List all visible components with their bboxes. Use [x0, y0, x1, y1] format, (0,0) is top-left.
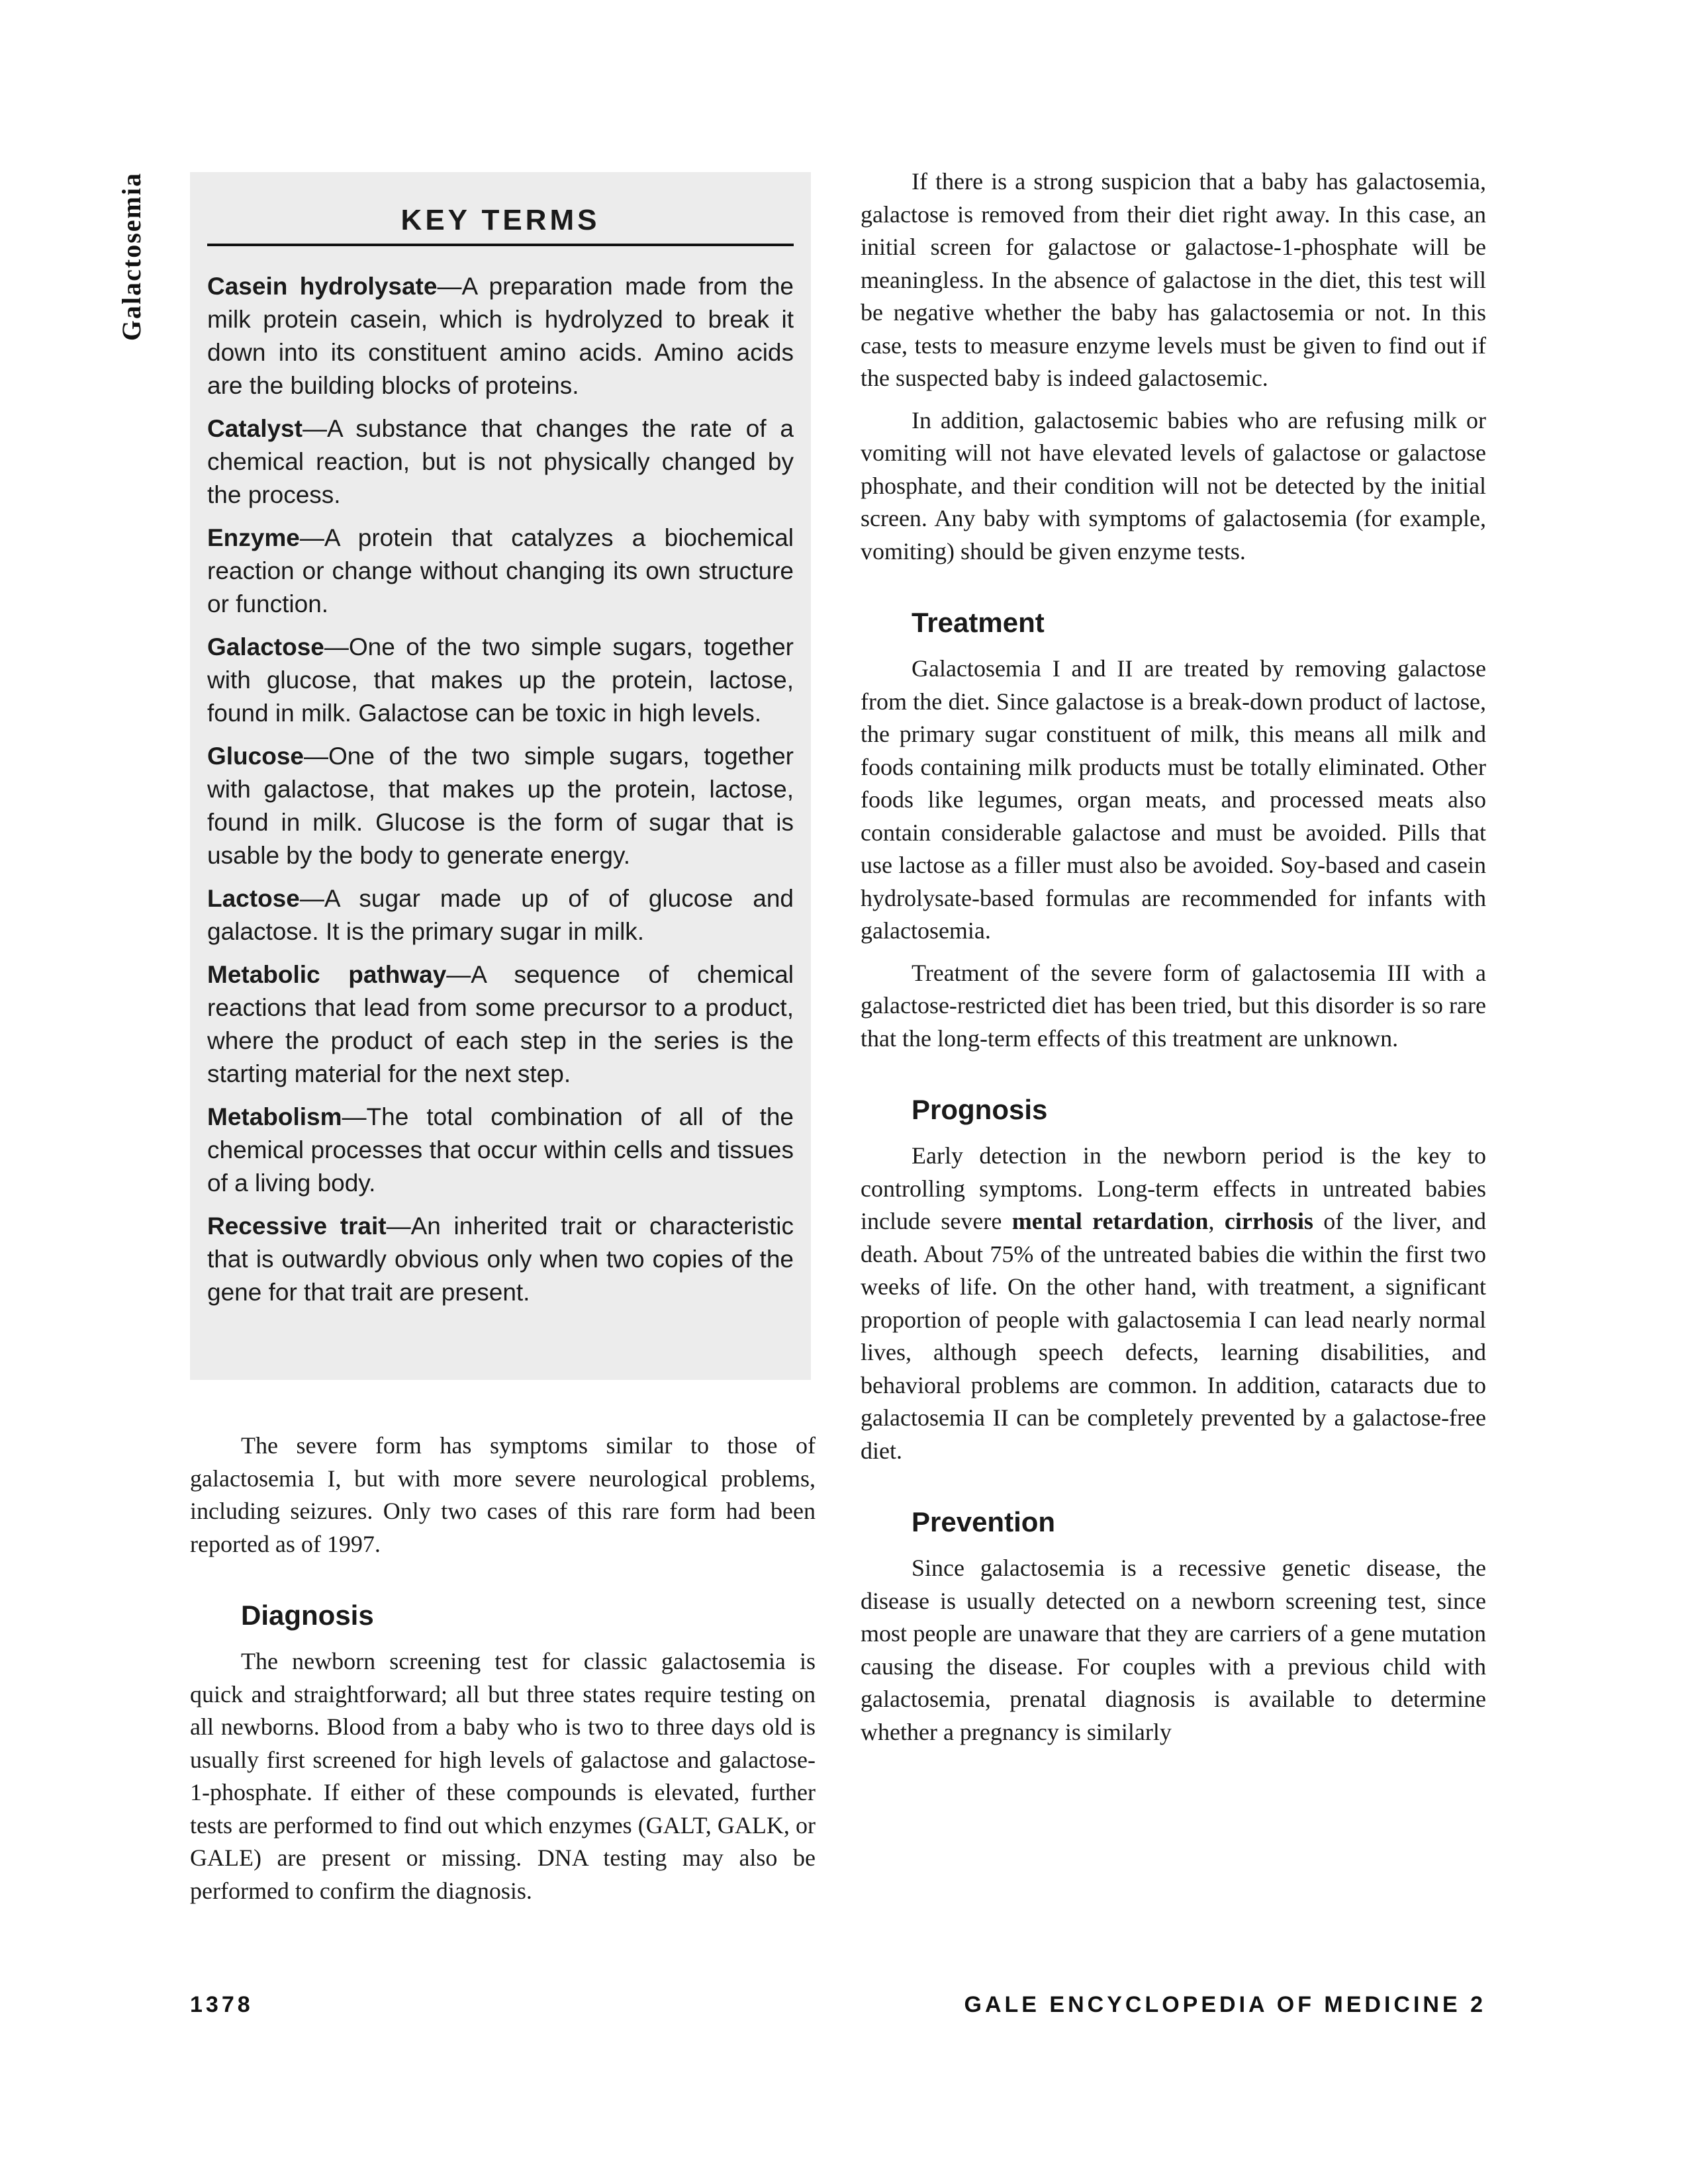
paragraph-prognosis: [861, 1140, 1486, 1467]
paragraph-treatment-1: Galactosemia I and II are treated by removing galactose from the diet. Since galactose is a break-down product of lactose, the primary sugar constituent of milk, this means all milk and foods containing milk products must be totally eliminated. Other foods like legumes, organ meats, and processed meats also contain considerable galactose and must be avoided. Pills that use lactose as a filler must also be avoided. Soy-based and casein hydrolysate-based formulas are recommended for infants with galactosemia.: [861, 655, 1486, 944]
right-column: [861, 165, 1486, 1758]
paragraph-diagnosis: The newborn screening test for classic galactosemia is quick and straightforward; all but three states require testing on all newborns. Blood from a baby who is two to three days old is usually first screened for high levels of galactose and galactose-1-phosphate. If either of these compounds is elevated, further tests are performed to find out which enzymes (GALT, GALK, or GALE) are present or missing. DNA testing may also be performed to confirm the diagnosis.: [190, 1648, 816, 1904]
key-term-definition: —A sequence of chemical reactions that lead from some precursor to a product, where the product of each step in the series is the starting material for the next step.: [207, 961, 794, 1087]
left-column: [190, 1430, 816, 1917]
page-number: 1378: [190, 1992, 254, 2017]
key-term-name: Enzyme: [207, 524, 300, 551]
heading-prevention: Prevention: [912, 1506, 1056, 1537]
key-term-definition: —An inherited trait or characteristic that is outwardly obvious only when two copies of the gene for that trait are present.: [207, 1212, 794, 1306]
key-term-definition: —A substance that changes the rate of a chemical reaction, but is not physically changed by the process.: [207, 415, 794, 508]
key-term-definition: —A preparation made from the milk protein casein, which is hydrolyzed to break it down into its constituent amino acids. Amino acids are the building blocks of proteins.: [207, 273, 794, 399]
key-term-definition: —One of the two simple sugars, together with glucose, that makes up the protein, lactose, found in milk. Galactose can be toxic in high levels.: [207, 633, 794, 727]
key-term-entry: [207, 522, 794, 621]
heading-prognosis: Prognosis: [912, 1094, 1048, 1125]
key-term-name: Galactose: [207, 633, 324, 660]
key-term-entry: [207, 882, 794, 948]
key-term-name: Catalyst: [207, 415, 303, 442]
key-term-definition: —A sugar made up of of glucose and galactose. It is the primary sugar in milk.: [207, 885, 794, 945]
paragraph-severe-form: The severe form has symptoms similar to those of galactosemia I, but with more severe neurological problems, including seizures. Only two cases of this rare form had been reported as of 1997.: [190, 1432, 816, 1557]
key-term-definition: —One of the two simple sugars, together with galactose, that makes up the protein, lactose, found in milk. Glucose is the form of sugar that is usable by the body to generate energy.: [207, 743, 794, 869]
key-term-entry: [207, 412, 794, 512]
key-term-definition: —A protein that catalyzes a biochemical reaction or change without changing its own structure or function.: [207, 524, 794, 617]
key-term-entry: [207, 270, 794, 402]
link-mental-retardation: mental retardation: [1011, 1208, 1209, 1234]
link-cirrhosis: cirrhosis: [1224, 1208, 1313, 1234]
heading-diagnosis: Diagnosis: [241, 1600, 374, 1631]
key-term-definition: —The total combination of all of the chemical processes that occur within cells and tissues of a living body.: [207, 1103, 794, 1197]
key-term-entry: [207, 1210, 794, 1309]
key-term-entry: [207, 958, 794, 1091]
prognosis-text-end: of the liver, and death. About 75% of the untreated babies die within the first two weeks of life. On the other hand, with treatment, a significant proportion of people with galactosemia I can lead nearly normal lives, although speech defects, learning disabilities, and behavioral problems are common. In addition, cataracts due to galactosemia II can be completely prevented by a galactose-free diet.: [861, 1208, 1486, 1464]
paragraph-treatment-2: Treatment of the severe form of galactosemia III with a galactose-restricted diet has been tried, but this disorder is so rare that the long-term effects of this treatment are unknown.: [861, 959, 1486, 1052]
key-terms-box: [190, 172, 811, 1380]
paragraph-refusing-milk: In addition, galactosemic babies who are refusing milk or vomiting will not have elevated levels of galactose or galactose phosphate, and their condition will not be detected by the initial screen. Any baby with symptoms of galactosemia (for example, vomiting) should be given enzyme tests.: [861, 406, 1486, 565]
prognosis-text-start: Early detection in the newborn period is the key to controlling symptoms. Long-term effects in untreated babies include severe: [861, 1142, 1486, 1234]
publication-title: GALE ENCYCLOPEDIA OF MEDICINE 2: [964, 1992, 1486, 2017]
key-terms-title: KEY TERMS: [207, 204, 794, 246]
prognosis-separator: ,: [1208, 1208, 1225, 1234]
running-head-topic: Galactosemia: [117, 172, 146, 341]
key-term-name: Metabolic pathway: [207, 961, 447, 988]
key-terms-list: [207, 270, 794, 1309]
key-term-entry: [207, 1101, 794, 1200]
key-term-name: Metabolism: [207, 1103, 342, 1130]
key-term-name: Lactose: [207, 885, 300, 912]
key-term-name: Recessive trait: [207, 1212, 387, 1240]
key-term-entry: [207, 740, 794, 872]
key-term-entry: [207, 631, 794, 730]
heading-treatment: Treatment: [912, 607, 1045, 638]
paragraph-prevention: Since galactosemia is a recessive genetic disease, the disease is usually detected on a newborn screening test, since most people are unaware that they are carriers of a gene mutation causing the disease. For couples with a previous child with galactosemia, prenatal diagnosis is available to determine whether a pregnancy is similarly: [861, 1555, 1486, 1745]
paragraph-suspicion: If there is a strong suspicion that a baby has galactosemia, galactose is removed from their diet right away. In this case, an initial screen for galactose or galactose-1-phosphate will be meaningless. In the absence of galactose in the diet, this test will be negative whether the baby has galactosemia or not. In this case, tests to measure enzyme levels must be given to find out if the suspected baby is indeed galactosemic.: [861, 168, 1486, 391]
key-term-name: Glucose: [207, 743, 304, 770]
key-term-name: Casein hydrolysate: [207, 273, 438, 300]
